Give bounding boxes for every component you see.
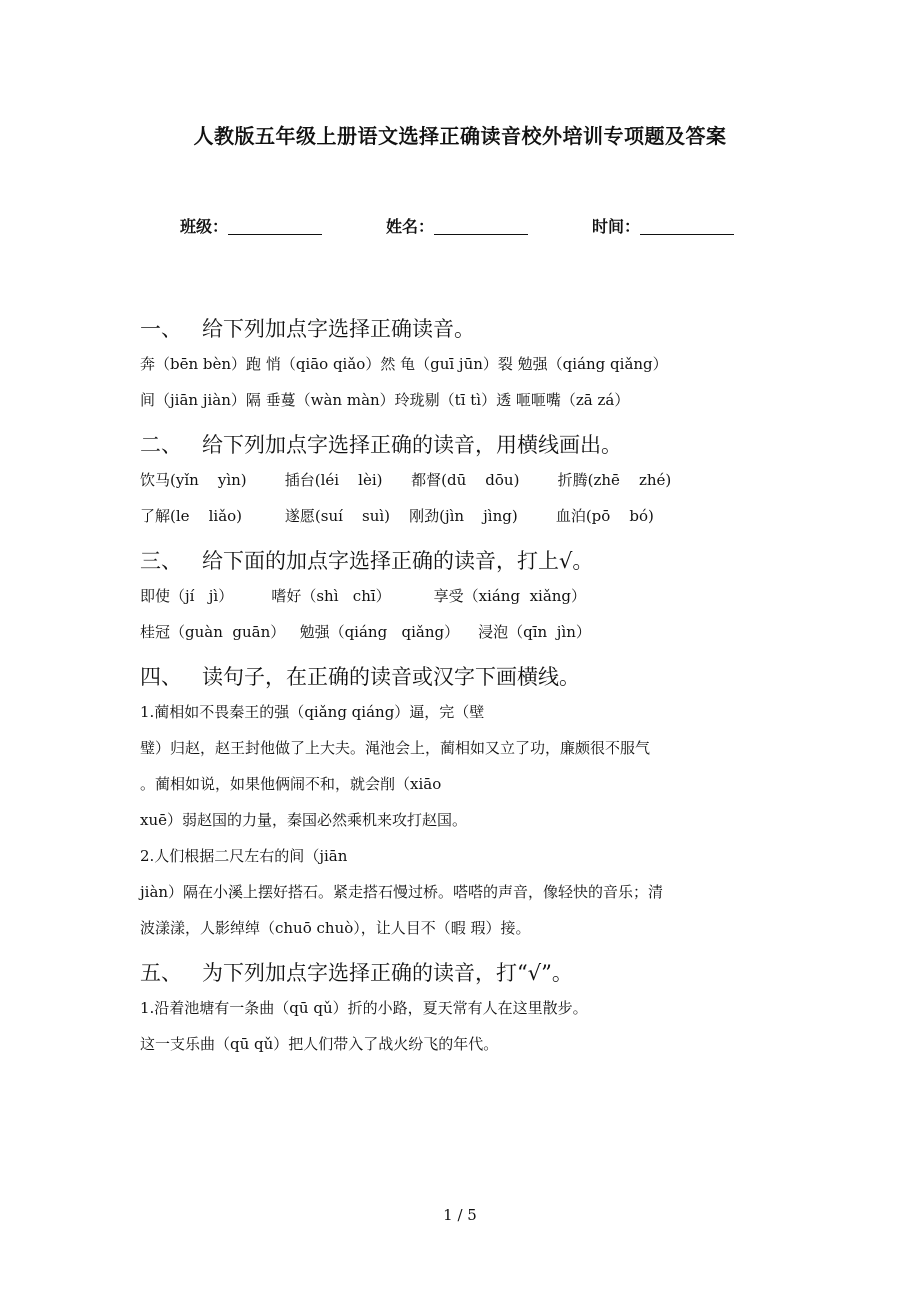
question-line: 间（jiān jiàn）隔 垂蔓（wàn màn）玲珑剔（tī tì）透 咂咂嘴（zā zá）: [140, 391, 630, 409]
question-line: 了解(le liǎo) 遂愿(suí suì) 刚劲(jìn jìng) 血泊(pō bó): [140, 507, 654, 525]
section-5: [140, 956, 785, 1062]
class-field: [180, 214, 322, 237]
section-2: [140, 428, 785, 534]
question-line: 1.蔺相如不畏秦王的强（qiǎng qiáng）逼，完（壁: [140, 703, 485, 721]
question-line: jiàn）隔在小溪上摆好搭石。紧走搭石慢过桥。嗒嗒的声音，像轻快的音乐；清: [140, 883, 664, 901]
class-blank[interactable]: [228, 218, 322, 235]
section-number: 一、: [140, 317, 182, 341]
section-3: [140, 544, 785, 650]
name-blank[interactable]: [434, 218, 528, 235]
section-heading-text: 读句子，在正确的读音或汉字下画横线。: [202, 665, 580, 689]
question-line: 饮马(yǐn yìn) 插台(léi lèi) 都督(dū dōu) 折腾(zhē zhé): [140, 471, 672, 489]
time-field: [592, 214, 734, 237]
section-heading-text: 为下列加点字选择正确的读音，打“√”。: [202, 961, 573, 985]
question-line: 这一支乐曲（qū qǔ）把人们带入了战火纷飞的年代。: [140, 1035, 499, 1053]
question-line: 波漾漾，人影绰绰（chuō chuò），让人目不（暇 瑕）接。: [140, 919, 531, 937]
question-line: xuē）弱赵国的力量，秦国必然乘机来攻打赵国。: [140, 811, 467, 829]
section-heading: [140, 956, 785, 990]
name-label: 姓名：: [386, 217, 435, 236]
question-line: 。蔺相如说，如果他俩闹不和，就会削（xiāo: [140, 775, 442, 793]
question-line: 1.沿着池塘有一条曲（qū qǔ）折的小路，夏天常有人在这里散步。: [140, 999, 588, 1017]
section-heading: [140, 312, 785, 346]
section-number: 三、: [140, 549, 182, 573]
class-label: 班级：: [180, 217, 229, 236]
section-heading: [140, 544, 785, 578]
page-number: 1 / 5: [443, 1206, 477, 1224]
section-1: [140, 312, 785, 418]
section-4: [140, 660, 785, 946]
section-heading: [140, 428, 785, 462]
section-number: 四、: [140, 665, 182, 689]
question-line: 桂冠（guàn guān） 勉强（qiáng qiǎng） 浸泡（qīn jìn）: [140, 623, 591, 641]
section-number: 五、: [140, 961, 182, 985]
section-heading-text: 给下列加点字选择正确的读音，用横线画出。: [202, 433, 622, 457]
question-line: 2.人们根据二尺左右的间（jiān: [140, 847, 348, 865]
question-line: 即使（jí jì） 嗜好（shì chī） 享受（xiáng xiǎng）: [140, 587, 587, 605]
question-line: 奔（bēn bèn）跑 悄（qiāo qiǎo）然 龟（guī jūn）裂 勉强（qiáng qiǎng）: [140, 355, 668, 373]
time-label: 时间：: [592, 217, 641, 236]
exercise-content: [140, 312, 785, 1062]
question-line: 璧）归赵，赵王封他做了上大夫。渑池会上，蔺相如又立了功，廉颇很不服气: [140, 739, 651, 757]
time-blank[interactable]: [640, 218, 734, 235]
section-heading: [140, 660, 785, 694]
page-title: 人教版五年级上册语文选择正确读音校外培训专项题及答案: [193, 124, 727, 148]
name-field: [386, 214, 528, 237]
section-heading-text: 给下列加点字选择正确读音。: [202, 317, 475, 341]
section-heading-text: 给下面的加点字选择正确的读音，打上√。: [202, 549, 594, 573]
section-number: 二、: [140, 433, 182, 457]
